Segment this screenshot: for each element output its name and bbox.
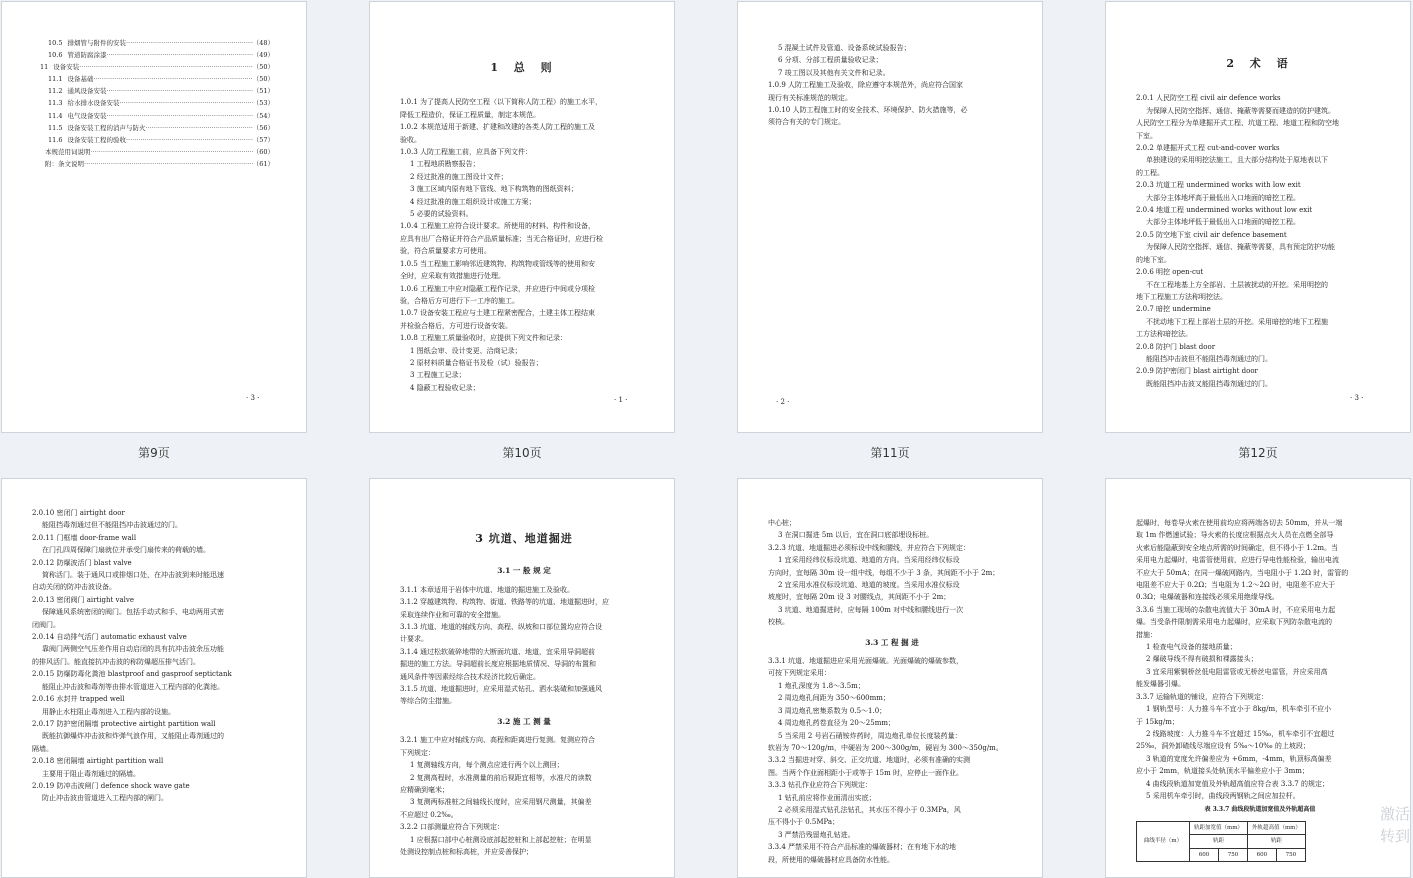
page-15[interactable]: [737, 478, 1043, 878]
text-line: 4 隐蔽工程验收记录；: [410, 383, 480, 392]
text-line: 1 图纸会审、设计变更、洽商记录；: [410, 346, 522, 355]
text-line: 1 炮孔深度为 1.8～3.5m；: [778, 681, 865, 690]
table-subheader: 轨距: [1247, 835, 1305, 848]
text-line: 火索后能隐蔽到安全地点所需的时间确定，但不得小于 1.2m。当: [1136, 543, 1338, 552]
toc-page: （49）: [252, 51, 274, 60]
page-number: · 3 ·: [1350, 393, 1364, 402]
toc-number: 11.3: [48, 99, 63, 108]
toc-title: 设备安装工程的消声与防火: [67, 123, 146, 132]
text-line: 方向时，宜每隔 30m 设一组中线，每组不少于 3 条，其间距不小于 2m；: [768, 568, 1000, 577]
text-line: 3 工程施工记录；: [410, 371, 466, 380]
text-line: 掘进的施工方法。导洞超前长度应根据地质情况、导洞的布置和: [400, 660, 596, 669]
toc-title: 设备安装工程的验收: [67, 135, 126, 144]
text-line: 地下工程施工方法称明挖法。: [1136, 292, 1227, 301]
text-line: 5 必要的试验资料。: [410, 210, 473, 219]
table-cell: 750: [1218, 848, 1247, 861]
toc-leader: [106, 110, 252, 122]
text-line: 3 轨道的宽度允许偏差应为 +6mm，-4mm，轨顶标高偏差: [1146, 754, 1332, 763]
text-line: 工方法称暗挖法。: [1136, 330, 1192, 339]
text-line: 不应超过 0.2‰。: [400, 810, 458, 819]
page-16[interactable]: [1105, 478, 1411, 878]
text-line: 2.0.14 自动排气活门 automatic exhaust valve: [32, 633, 187, 642]
text-line: 能发爆器引爆。: [1136, 680, 1185, 689]
text-line: 5 混凝土试件及管道、设备系统试验报告；: [778, 44, 911, 52]
toc-page: （56）: [252, 123, 274, 132]
text-line: 3.3.6 当施工现场的杂散电流值大于 30mA 时，不应采用电力起: [1136, 605, 1336, 614]
toc-entry: [40, 37, 274, 49]
activation-watermark: [1380, 803, 1410, 847]
toc-entry: [40, 134, 274, 146]
text-line: 1 钻孔前应将作业面清出实底；: [778, 793, 876, 802]
text-line: 能阻止冲击波和毒剂等由排水管道进入工程内部的化粪池。: [42, 682, 224, 691]
page-caption-11[interactable]: 第11页: [870, 446, 910, 460]
text-line: 闭阀门。: [32, 620, 60, 629]
text-line: 简称活门。装于通风口或排烟口处，在冲击波到来时能迅速: [42, 571, 224, 580]
text-line: 不应大于 50mA；在同一爆破网路内，当电阻小于 1.2Ω 时，雷管的: [1136, 568, 1349, 577]
page-caption-10[interactable]: 第10页: [502, 446, 542, 460]
chapter-title: 1 总 则: [490, 61, 558, 74]
text-line: 3.3.1 坑道、地道掘进应采用光面爆破。光面爆破的爆破参数，: [768, 657, 964, 666]
text-line: 能阻挡冲击波但不能阻挡毒剂通过的门。: [1146, 354, 1272, 363]
toc-entry: [40, 73, 274, 85]
toc-page: （48）: [252, 39, 274, 47]
text-line: 软岩为 70～120g/m，中硬岩为 200～300g/m，硬岩为 300～350g/m。: [768, 743, 1003, 752]
table-header-gauge-widen: 轨距加宽值（mm）: [1190, 821, 1248, 834]
text-line: 2.0.13 密闭阀门 airtight valve: [32, 595, 135, 604]
toc-title: 设备基础: [67, 75, 94, 84]
toc-entry: [40, 61, 274, 73]
text-line: 2 原材料质量合格证书及检（试）验报告；: [410, 358, 543, 367]
toc-page: （50）: [252, 75, 274, 84]
text-line: 2 爆破导线不得有破损和裸露接头；: [1146, 655, 1258, 664]
text-line: 3 周边炮孔密集系数为 0.5～1.0；: [778, 706, 887, 715]
text-line: 采取连续作业和可靠的安全措施。: [400, 610, 505, 619]
page-12[interactable]: [1105, 1, 1411, 433]
table-header-superelevation: 外轨超高值（mm）: [1247, 821, 1305, 834]
toc-leader: [106, 49, 252, 61]
text-line: 2.0.2 单建掘开式工程 cut-and-cover works: [1136, 144, 1280, 153]
toc-number: 11.1: [48, 75, 63, 84]
text-line: 3 施工区域内原有地下管线、地下构筑物的图纸资料；: [410, 185, 578, 194]
text-line: 3 宜采用紫铜桥丝低电阻雷管或无桥丝电雷管，并应采用高: [1146, 667, 1328, 676]
text-line: 5 采用机车牵引时，曲线段两钢轨之间应加拉杆。: [1146, 791, 1300, 800]
text-line: 2.0.19 防冲击波闸门 defence shock wave gate: [32, 781, 190, 790]
text-line: 0.3Ω；电爆破器和连接线必须采用绝缘导线。: [1136, 593, 1279, 602]
text-line: 3.1.3 坑道、地道的轴线方向、高程、纵坡和口部位置均应符合设: [400, 623, 603, 632]
text-line: 2.0.18 密闭隔墙 airtight partition wall: [32, 757, 164, 766]
text-line: 的排风活门。能直接抗冲击波的称防爆超压排气活门。: [32, 657, 200, 666]
text-line: 图。当两个作业面相距小于或等于 15m 时，应停止一面作业。: [768, 768, 963, 777]
toc-page: （50）: [252, 63, 274, 72]
text-line: 1 工程地质勘察报告；: [410, 160, 480, 169]
table-header-radius: 曲线半径（m）: [1137, 821, 1190, 861]
text-line: 2 经过批准的施工图设计文件；: [410, 172, 508, 181]
text-line: 并检验合格后，方可进行设备安装。: [400, 321, 512, 330]
text-line: 4 周边炮孔药卷直径为 20～25mm；: [778, 719, 895, 728]
chapter-title: 3 坑道、地道掘进: [475, 532, 573, 545]
text-line: 3.1.5 坑道、地道掘进时，应采用湿式钻孔、洒水装碴和加强通风: [400, 685, 603, 694]
text-line: 于 15kg/m；: [1136, 717, 1179, 726]
text-line: 1.0.9 人防工程施工及验收，除应遵守本规范外，尚应符合国家: [768, 81, 964, 90]
text-line: 1.0.4 工程施工应符合设计要求。所使用的材料、构件和设备，: [400, 222, 596, 231]
toc-number: 11.5: [48, 123, 63, 132]
text-line: 为保障人民防空指挥、通信、掩蔽等需要而建造的防护建筑。: [1146, 106, 1335, 115]
toc-page: （54）: [252, 111, 274, 120]
toc-entry: [40, 158, 274, 170]
text-line: 取 1m 作燃速试验；导火索的长度应根据点火人员在点燃全部导: [1136, 531, 1334, 540]
text-line: 1 检查电气设备的接地质量；: [1146, 643, 1237, 652]
section-title: 3.1 一 般 规 定: [497, 566, 551, 576]
table-cell: 750: [1276, 848, 1305, 861]
toc-entry: [40, 110, 274, 122]
toc-page: （53）: [252, 99, 274, 108]
section-title: 3.2 施 工 测 量: [497, 716, 551, 726]
text-line: 爆。当受条件限制需采用电力起爆时，应采取下列防杂散电流的: [1136, 618, 1332, 627]
text-line: 隔墙。: [32, 744, 53, 753]
text-line: 为保障人民防空指挥、通信、掩蔽等需要，具有预定防护功能: [1146, 243, 1335, 252]
text-line: 2.0.7 暗挖 undermine: [1136, 305, 1211, 314]
toc-leader: [79, 61, 252, 73]
text-line: 人民防空工程分为单建掘开式工程、坑道工程、地道工程和防空地: [1136, 119, 1339, 128]
text-line: 3.2.2 口部测量应符合下列规定：: [400, 823, 505, 832]
toc-page: （51）: [252, 87, 274, 96]
text-line: 2.0.10 密闭门 airtight door: [32, 509, 125, 517]
text-line: 1 应根据口部中心桩测设底部起挖桩和上部起挖桩；在明显: [410, 835, 592, 844]
text-line: 段，所使用的爆破器材应具备防水性能。: [768, 855, 894, 864]
text-line: 2.0.15 防爆防毒化粪池 blastproof and gasproof septictank: [32, 670, 232, 679]
text-line: 下列规定：: [400, 748, 435, 757]
text-line: 2.0.8 防护门 blast door: [1136, 342, 1216, 351]
page-11[interactable]: [737, 1, 1043, 433]
page-10[interactable]: [369, 1, 675, 433]
text-line: 2 周边炮孔间距为 350～600mm；: [778, 694, 890, 703]
text-line: 1 复测轴线方向，每个测点应进行两个以上测回；: [410, 761, 564, 770]
toc-number: 10.5: [48, 39, 63, 47]
text-line: 通风条件等因素经综合技术经济比较后确定。: [400, 672, 540, 681]
toc-title: 管道防腐涂漆: [67, 51, 107, 60]
text-line: 2.0.6 明挖 open-cut: [1136, 268, 1204, 277]
text-line: 措施：: [1136, 630, 1157, 639]
toc-number: 11: [40, 63, 49, 72]
text-line: 保障通风系统密闭的阀门。包括手动式和手、电动两用式密: [42, 608, 224, 617]
toc-entry: [40, 97, 274, 109]
text-line: 处测设控制点桩和标高桩，并应妥善保护；: [400, 847, 533, 856]
text-line: 应精确到毫米；: [400, 785, 449, 794]
table-cell: 600: [1247, 848, 1276, 861]
text-line: 2 线路坡度：人力推斗车不宜超过 15‰，机车牵引不宜超过: [1146, 729, 1335, 738]
text-line: 1 宜采用经纬仪标设坑道、地道的方向。当采用经纬仪标设: [778, 556, 960, 565]
toc-title: 给水排水设备安装: [67, 99, 120, 108]
text-line: 既能阻挡冲击波又能阻挡毒剂通过的门。: [1146, 379, 1272, 388]
page-14[interactable]: [369, 478, 675, 878]
text-line: 既能抗御爆炸冲击波和炸弹气浪作用，又能阻止毒剂通过的: [42, 732, 224, 741]
toc-page: （60）: [252, 147, 274, 156]
table-cell: 600: [1190, 848, 1219, 861]
toc-page: （61）: [252, 159, 274, 168]
text-line: 6 分项、分部工程质量验收记录；: [778, 56, 883, 65]
text-line: 1.0.6 工程施工中应对隐蔽工程作记录，并应进行中间或分项检: [400, 284, 596, 293]
toc-leader: [126, 37, 253, 49]
page-caption-12[interactable]: 第12页: [1238, 446, 1278, 460]
text-line: 1 钢轨型号：人力推斗车不宜小于 8kg/m，机车牵引不应小: [1146, 705, 1332, 714]
text-line: 坡度时，宜每隔 20m 设 3 对腰线点，其间距不小于 2m；: [768, 593, 951, 602]
page-13[interactable]: [1, 478, 307, 878]
text-line: 大部分主体地坪高于最低出入口地面的暗挖工程。: [1146, 193, 1300, 202]
text-line: 3 复测两标准桩之间轴线长度时，应采用钢尺测量，其偏差: [410, 798, 592, 807]
toc-entry: [40, 146, 274, 158]
toc-leader: [106, 85, 252, 97]
toc-title: 设备安装: [53, 63, 80, 72]
page-number: · 1 ·: [614, 395, 628, 404]
toc-title: 电气设备安装: [67, 111, 107, 120]
toc-title: 排烟管与附件的安装: [67, 39, 126, 47]
text-line: 采用电力起爆时，电雷管使用前，应进行导电性能检验，输出电流: [1136, 556, 1339, 565]
toc-number: 11.2: [48, 87, 63, 96]
text-line: 3.2.3 坑道、地道掘进必须标设中线和腰线，并应符合下列规定：: [768, 543, 971, 552]
text-line: 3.2.1 施工中应对轴线方向、高程和距离进行复测。复测应符合: [400, 736, 596, 745]
text-line: 1.0.5 当工程施工影响邻近建筑物、构筑物或管线等的使用和安: [400, 259, 596, 268]
text-line: 2.0.17 防护密闭隔墙 protective airtight partition wall: [32, 719, 216, 728]
text-line: 2 必须采用湿式钻孔法钻孔，其水压不得小于 0.3MPa，风: [778, 805, 961, 814]
toc-entry: [40, 122, 274, 134]
text-line: 计要求。: [400, 635, 428, 644]
text-line: 2.0.5 防空地下室 civil air defence basement: [1136, 230, 1287, 239]
toc-leader: [93, 73, 252, 85]
text-line: 2 复测高程时，水准测量的前后视距宜相等，水准尺的读数: [410, 773, 592, 782]
watermark-line: 转到: [1379, 827, 1410, 845]
text-line: 等综合防尘措施。: [400, 697, 456, 706]
toc-leader: [84, 158, 253, 170]
text-line: 1.0.3 人防工程施工前，应具备下列文件：: [400, 148, 533, 157]
text-line: 电阻差不应大于 0.2Ω；当电阻为 1.2～2Ω 时，电阻差不应大于: [1136, 581, 1336, 590]
toc-title: 附：条文说明: [45, 159, 84, 168]
text-line: 全时，应采取有效措施进行处理。: [400, 272, 505, 281]
text-line: 1.0.7 设备安装工程应与土建工程紧密配合，土建主体工程结束: [400, 309, 596, 318]
text-line: 大部分主体地坪低于最低出入口地面的暗挖工程。: [1146, 218, 1300, 227]
text-line: 3.3.2 当掘进对穿、斜交、正交坑道、地道时，必须有准确的实测: [768, 756, 971, 765]
toc-title: 本规范用词说明: [45, 147, 91, 156]
text-line: 校核。: [768, 618, 789, 627]
table-title: 表 3.3.7 曲线段轨道加宽值及外轨超高值: [1204, 806, 1316, 814]
text-line: 的地下室。: [1136, 255, 1171, 264]
toc-entry: [40, 49, 274, 61]
text-line: 2.0.4 地道工程 undermined works without low exit: [1136, 206, 1313, 215]
text-line: 4 曲线段轨道加宽值及外轨超高值应符合表 3.3.7 的规定；: [1146, 779, 1329, 788]
text-line: 3 严禁沿残留炮孔钻进。: [778, 830, 855, 839]
toc-page: （57）: [252, 135, 274, 144]
text-line: 中心桩；: [768, 519, 796, 527]
toc-number: 11.4: [48, 111, 63, 120]
text-line: 2.0.9 防护密闭门 blast airtight door: [1136, 367, 1258, 376]
text-line: 不扰动地下工程上部岩土层的开挖。采用暗挖的地下工程施: [1146, 317, 1328, 326]
text-line: 3.1.4 通过松软破碎地带的大断面坑道、地道，宜采用导洞超前: [400, 647, 596, 656]
text-line: 2 宜采用水准仪标设坑道、地道的坡度。当采用水准仪标设: [778, 581, 960, 590]
text-line: 2.0.11 门框墙 door-frame wall: [32, 533, 137, 542]
text-line: 2.0.16 水封井 trapped well: [32, 695, 125, 704]
toc-leader: [119, 97, 252, 109]
text-line: 应具有出厂合格证并符合产品质量标准；当无合格证时，应进行检: [400, 234, 603, 243]
text-line: 2.0.1 人民防空工程 civil air defence works: [1136, 94, 1281, 103]
text-line: 在门孔四周保障门扇就位并承受门扇传来的荷载的墙。: [42, 546, 210, 555]
page-number: · 2 ·: [776, 397, 790, 406]
text-line: 可按下列规定采用：: [768, 669, 831, 678]
text-line: 2.0.12 防爆波活门 blast valve: [32, 558, 132, 567]
page-caption-9[interactable]: 第9页: [138, 446, 170, 460]
toc-number: 10.6: [48, 51, 63, 60]
chapter-title: 2 术 语: [1226, 57, 1294, 70]
text-line: 1.0.10 人防工程施工时的安全技术、环境保护、防火措施等，必: [768, 106, 968, 115]
text-line: 25‰，洞外卸碴线尽端应设有 5‰～10‰ 的上坡段；: [1136, 742, 1310, 751]
watermark-line: 激活: [1379, 805, 1410, 823]
text-line: 验，符合质量要求方可使用。: [400, 247, 491, 256]
text-line: 用静止水柱阻止毒剂进入工程内部的设施。: [42, 707, 175, 716]
text-line: 3 在洞口掘进 5m 以后，宜在洞口底部埋设标桩。: [778, 531, 934, 540]
text-line: 不在工程地基上方全部岩、土层被扰动的开挖。采用明挖的: [1146, 280, 1328, 289]
text-line: 压不得小于 0.5MPa；: [768, 818, 840, 827]
text-line: 单独建设的采用明挖法施工，且大部分结构处于原地表以下: [1146, 156, 1328, 165]
text-line: 5 当采用 2 号岩石硝铵炸药时，周边炮孔单位长度装药量：: [778, 731, 962, 740]
toc-leader: [145, 122, 252, 134]
page-9[interactable]: [1, 1, 307, 433]
text-line: 1.0.2 本规范适用于新建、扩建和改建的各类人防工程的施工及: [400, 123, 596, 132]
text-line: 7 竣工图以及其他有关文件和记录。: [778, 68, 890, 77]
text-line: 3.3.7 运输轨道的铺设，应符合下列规定：: [1136, 692, 1269, 701]
text-line: 3 坑道、地道掘进时，应每隔 100m 对中线和腰线进行一次: [778, 605, 964, 614]
text-line: 现行有关标准规范的规定。: [768, 93, 852, 102]
text-line: 2.0.3 坑道工程 undermined works with low exit: [1136, 181, 1301, 190]
text-line: 验，合格后方可进行下一工序的施工。: [400, 296, 519, 305]
page-number: · 3 ·: [246, 393, 260, 402]
toc-leader: [126, 134, 253, 146]
text-line: 靠阀门两侧空气压差作用自动启闭的具有抗冲击波余压功能: [42, 645, 224, 654]
text-line: 防止冲击波由管道进入工程内部的闸门。: [42, 794, 168, 803]
text-line: 验收。: [400, 135, 421, 144]
text-line: 的工程。: [1136, 168, 1164, 177]
toc-leader: [91, 146, 253, 158]
text-line: 3.1.1 本章适用于岩体中坑道、地道的掘进施工及验收。: [400, 585, 575, 594]
toc-title: 通风设备安装: [67, 87, 107, 96]
toc-number: 11.6: [48, 135, 63, 144]
text-line: 自动关闭的防冲击波设备。: [32, 583, 116, 592]
text-line: 下室。: [1136, 131, 1157, 140]
text-line: 3.1.2 穿越建筑物、构筑物、街道、铁路等的坑道、地道掘进时，应: [400, 598, 610, 607]
text-line: 主要用于阻止毒剂通过的隔墙。: [42, 769, 140, 778]
text-line: 须符合有关的专门规定。: [768, 118, 845, 127]
text-line: 能阻挡毒剂通过但不能阻挡冲击波通过的门。: [42, 521, 182, 530]
text-line: 1.0.8 工程施工质量验收时，应提供下列文件和记录：: [400, 334, 568, 343]
section-title: 3.3 工 程 掘 进: [865, 637, 919, 647]
text-line: 应小于 2mm，轨道接头处轨顶水平偏差应小于 3mm；: [1136, 767, 1309, 776]
table-subheader: 轨距: [1190, 835, 1248, 848]
text-line: 3.3.3 钻孔作业应符合下列规定：: [768, 781, 873, 790]
text-line: 起爆时，每卷导火索在使用前均应将两端各切去 50mm，并从一端: [1136, 519, 1343, 527]
text-line: 3.3.4 严禁采用不符合产品标准的爆破器材；在有地下水的地: [768, 843, 957, 852]
text-line: 1.0.1 为了提高人民防空工程（以下简称人防工程）的施工水平，: [400, 98, 603, 107]
text-line: 降低工程造价，保证工程质量，制定本规范。: [400, 110, 540, 119]
toc-entry: [40, 85, 274, 97]
text-line: 4 经过批准的施工组织设计或施工方案；: [410, 197, 536, 206]
